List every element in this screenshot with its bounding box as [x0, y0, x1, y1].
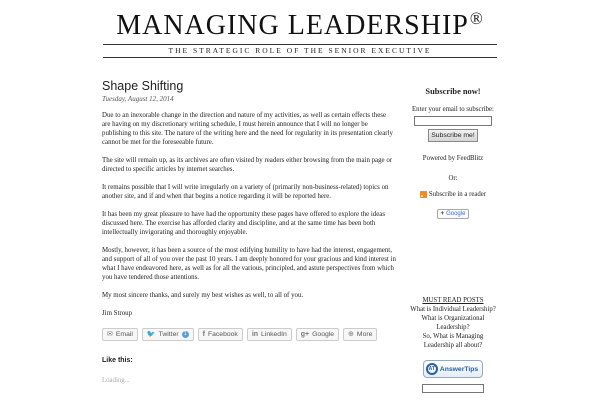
post-paragraph: It has been my great pleasure to have had the opportunity these pages have offered to explore the ideas discussed here. The exercise has afforded clarity and discipline, and at the same time has been both intellectually invigorating and thoroughly enjoyable.	[102, 211, 386, 236]
post-title[interactable]: Shape Shifting	[102, 79, 184, 93]
google-wordmark: Google	[446, 211, 466, 217]
blog-post	[102, 78, 396, 385]
registered-mark: ®	[469, 9, 484, 28]
must-read-heading: MUST READ POSTS	[422, 297, 484, 304]
share-google-label: Google	[312, 331, 335, 338]
share-buttons	[102, 328, 396, 341]
sidebar	[403, 87, 503, 393]
or-separator: Or:	[448, 175, 458, 182]
post-paragraph: Due to an inexorable change in the direction and nature of my activities, as well as certain effects these are having on my discretionary writing schedule, I must herein announce that I will no longer be publishing to this site. The nature of the writing here and the need for regularity in its presentation clearly cannot be met for the foreseeable future.	[102, 112, 393, 146]
like-heading: Like this:	[102, 357, 133, 364]
must-read-link[interactable]: Leadership?	[436, 324, 470, 331]
post-date: Tuesday, August 12, 2014	[102, 95, 174, 103]
post-paragraph: The site will remain up, as its archives are often visited by readers either browsing from the main page or directed to specific articles by internet searches.	[102, 157, 393, 173]
subscribe-reader-row[interactable]	[403, 190, 503, 199]
share-more-button[interactable]	[343, 328, 377, 341]
share-facebook-label: Facebook	[207, 331, 238, 338]
must-read-link[interactable]: What is Organizational	[421, 315, 485, 322]
share-more-label: More	[356, 331, 373, 338]
must-read-link[interactable]: Leadership all about?	[423, 342, 483, 349]
post-paragraph: My most sincere thanks, and surely my best wishes as well, to all of you.	[102, 292, 304, 299]
add-to-google-row	[403, 202, 503, 220]
answertips-label: AnswerTips	[439, 365, 479, 373]
share-linkedin-button[interactable]	[247, 328, 292, 341]
site-tagline: THE STRATEGIC ROLE OF THE SENIOR EXECUTIVE	[168, 46, 432, 55]
post-signature: Jim Stroup	[102, 310, 133, 317]
answertips-logo-icon: AT	[426, 363, 438, 375]
tagline-rule-bottom	[103, 57, 497, 58]
subscribe-reader-link[interactable]: Subscribe in a reader	[428, 191, 487, 198]
share-facebook-button[interactable]	[198, 328, 243, 341]
share-email-label: Email	[115, 331, 133, 338]
envelope-icon: ✉	[107, 331, 113, 338]
add-to-google-button[interactable]	[437, 209, 470, 219]
site-title-text: MANAGING LEADERSHIP	[116, 10, 469, 41]
share-twitter-label: Twitter	[158, 331, 179, 338]
twitter-bird-icon: 🐦	[146, 331, 156, 338]
twitter-count-badge: 1	[182, 331, 189, 338]
post-paragraph: Mostly, however, it has been a source of the most edifying humility to have had the interest, engagement, and support of all of you over the past 10 years. I am deeply honored for your gracious and kind interest in what I have endeavored here, as well as for all the various, principled, and astute perspectives from which you have tendered those attentions.	[102, 247, 396, 281]
post-body	[102, 111, 396, 300]
answertips-badge[interactable]	[423, 360, 483, 378]
site-title[interactable]	[0, 9, 600, 42]
subscribe-heading: Subscribe now!	[425, 87, 481, 96]
share-email-button[interactable]	[102, 328, 138, 341]
sidebar-search-input[interactable]	[422, 384, 484, 393]
share-twitter-button[interactable]	[142, 328, 194, 341]
rss-icon	[420, 191, 427, 198]
like-loading-text: Loading...	[102, 377, 130, 384]
sidebar-search-row	[403, 384, 503, 393]
plus-add-icon: +	[440, 211, 445, 217]
answertips-row	[403, 357, 503, 378]
subscribe-email-input[interactable]	[414, 116, 492, 126]
must-read-link[interactable]: What is Individual Leadership?	[410, 306, 496, 313]
share-google-button[interactable]	[296, 328, 339, 341]
facebook-icon: f	[202, 331, 205, 338]
post-paragraph: It remains possible that I will write irregularly on a variety of (primarily non-business-related) topics on another site, and if and when that begins a notice regarding it will be reported here.	[102, 184, 389, 200]
must-read-link[interactable]: So, What is Managing	[422, 333, 484, 340]
share-linkedin-label: LinkedIn	[261, 331, 287, 338]
plus-icon: ⊕	[348, 331, 354, 338]
linkedin-icon: in	[251, 331, 259, 338]
powered-by-feedblitz[interactable]: Powered by FeedBlitz	[422, 155, 484, 162]
google-plus-icon: g+	[300, 331, 310, 338]
email-prompt: Enter your email to subscribe:	[412, 106, 494, 113]
subscribe-button[interactable]: Subscribe me!	[428, 129, 478, 142]
